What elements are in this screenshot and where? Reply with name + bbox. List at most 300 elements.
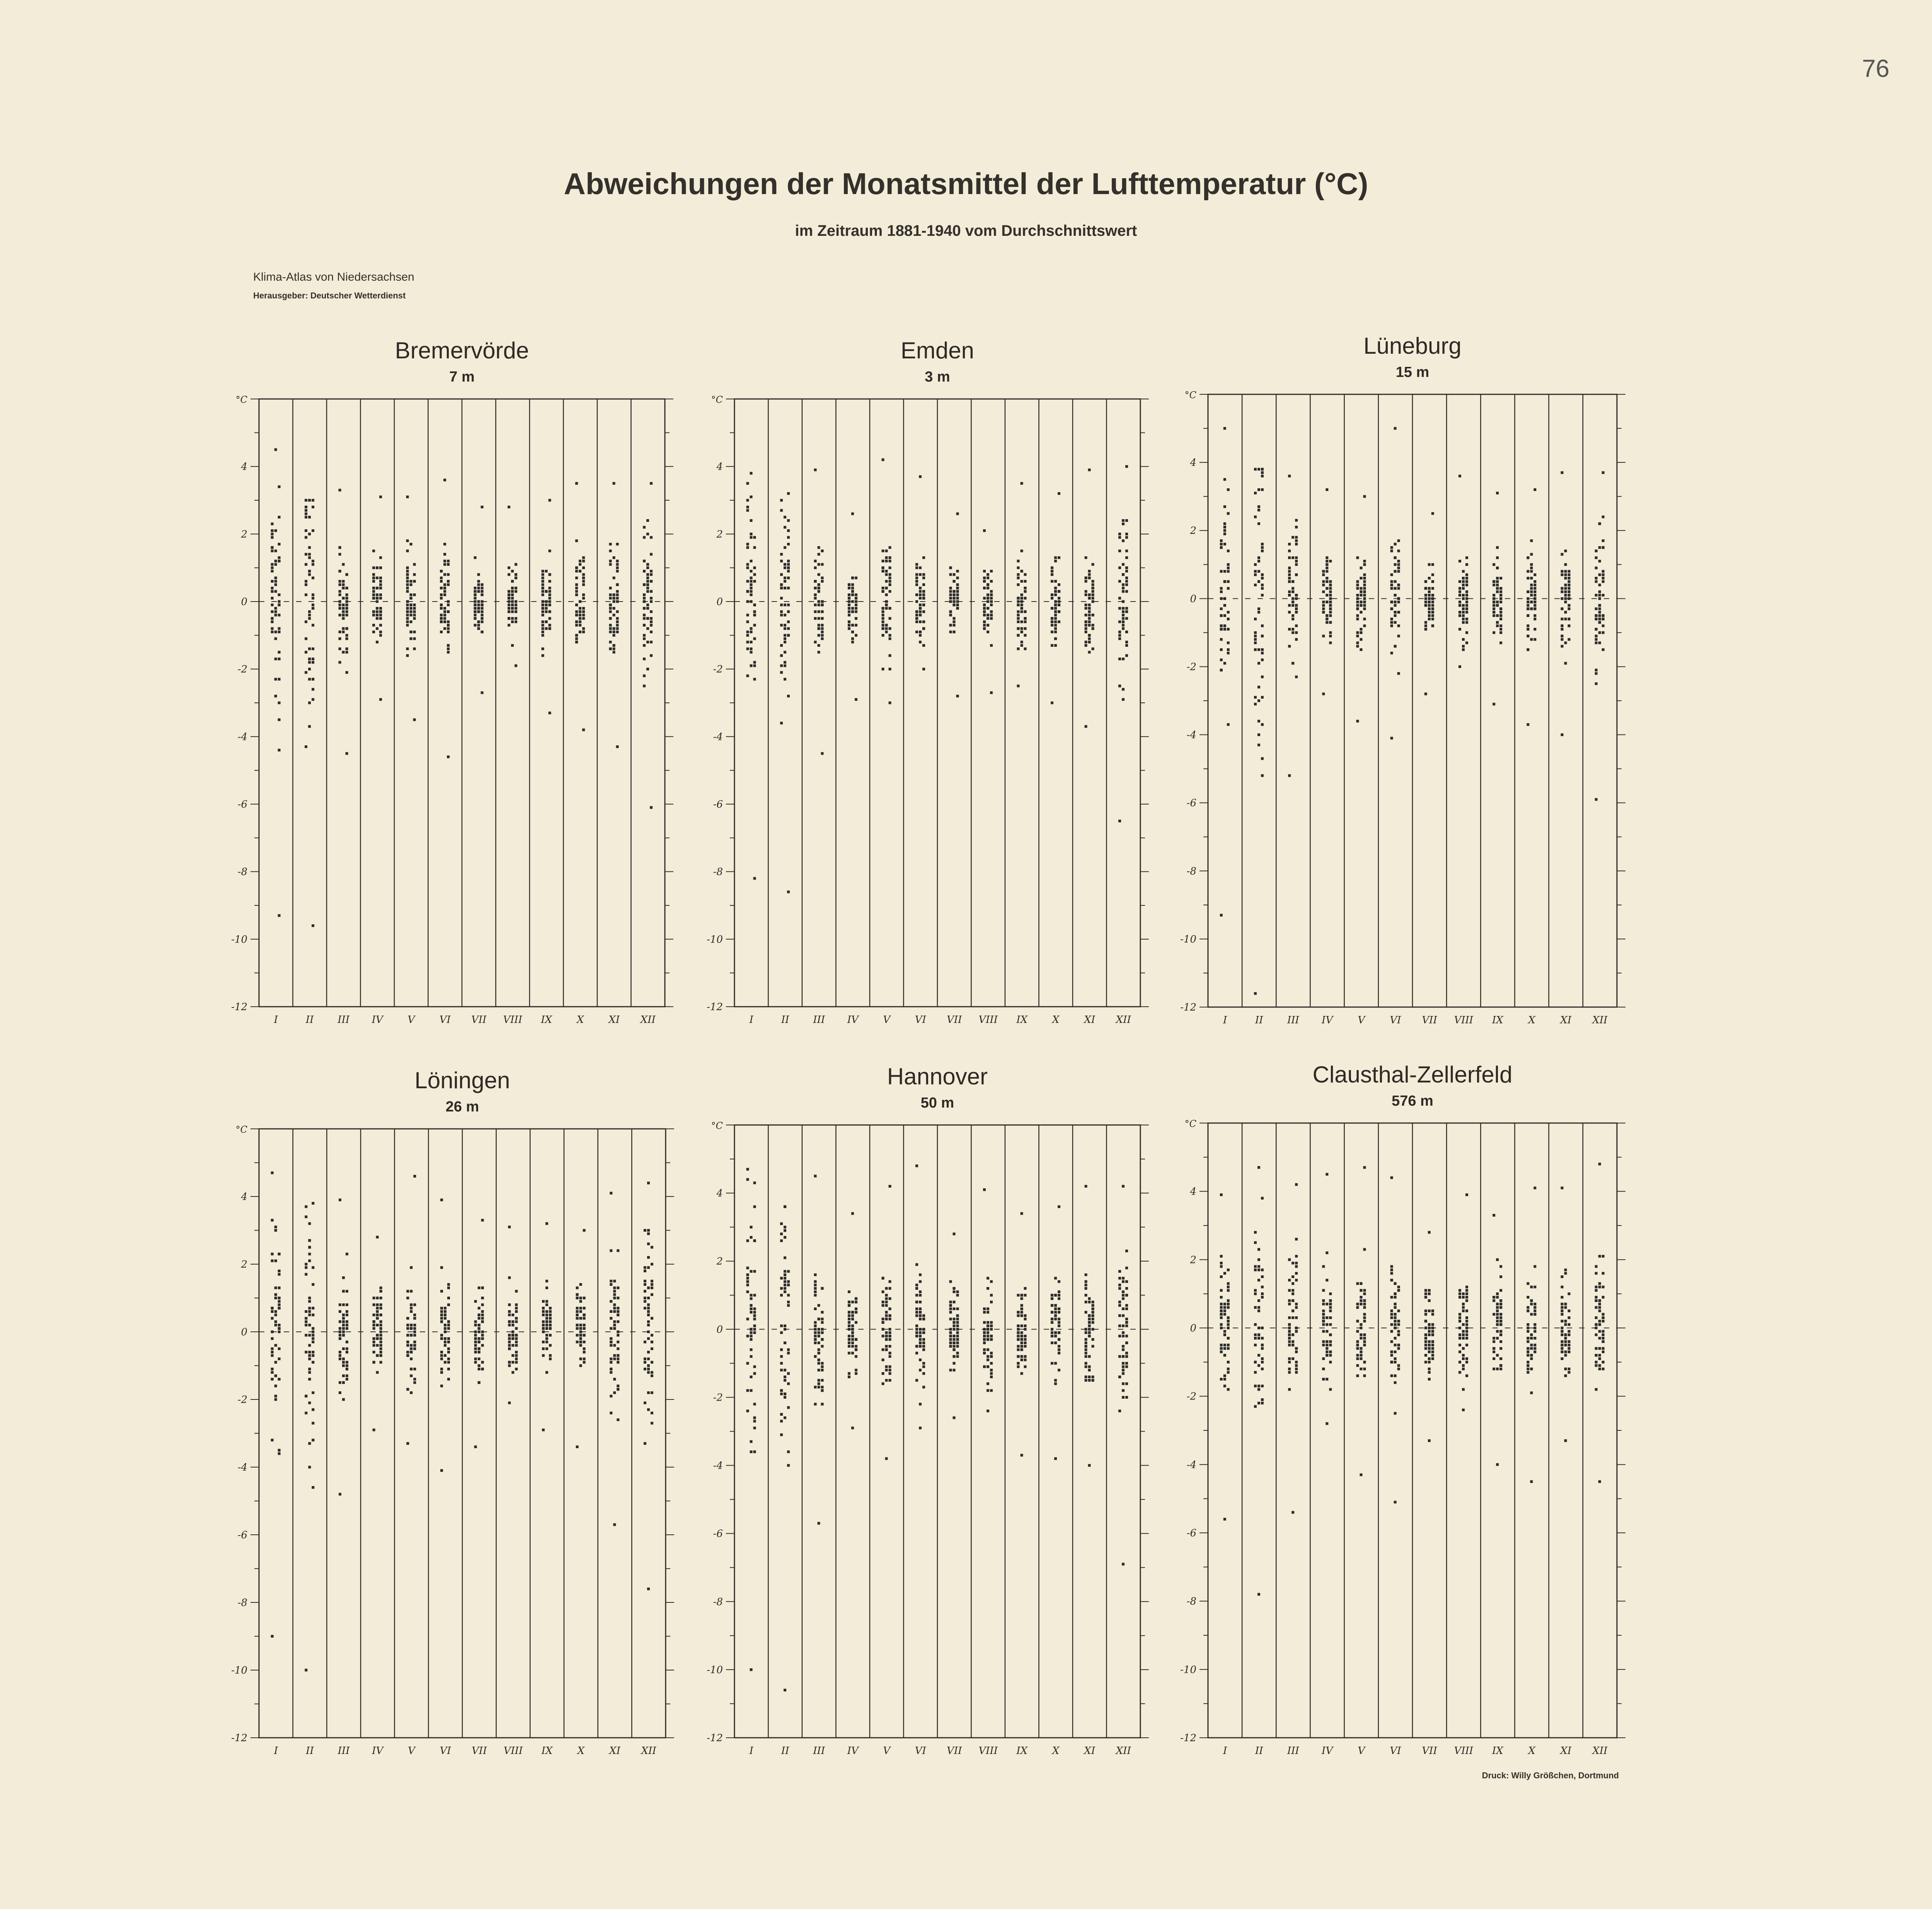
data-point xyxy=(753,614,756,616)
data-point xyxy=(1227,652,1230,655)
data-point xyxy=(780,597,783,600)
data-point xyxy=(440,614,443,616)
data-point xyxy=(821,1345,824,1348)
data-point xyxy=(1462,1309,1465,1312)
data-point xyxy=(848,610,850,613)
data-point xyxy=(956,1352,959,1354)
data-point xyxy=(915,600,918,603)
data-point xyxy=(1017,634,1020,637)
data-point xyxy=(346,1351,348,1353)
y-tick-label: 2 xyxy=(1190,525,1196,537)
data-point xyxy=(753,1294,756,1297)
data-point xyxy=(746,566,749,569)
data-point xyxy=(1360,638,1363,641)
data-point xyxy=(1291,1340,1294,1343)
data-point xyxy=(787,1304,790,1307)
data-point xyxy=(346,627,348,630)
data-point xyxy=(1088,1365,1091,1368)
data-point xyxy=(1092,563,1094,566)
data-point xyxy=(851,1341,854,1344)
data-point xyxy=(780,1287,783,1290)
data-point xyxy=(1530,570,1533,573)
data-point xyxy=(1561,1296,1564,1299)
data-point xyxy=(746,631,749,633)
data-point xyxy=(814,597,817,600)
data-point xyxy=(440,1469,443,1472)
data-point xyxy=(750,1389,753,1392)
data-point xyxy=(346,607,348,610)
data-point xyxy=(1122,1372,1124,1375)
y-tick-label: 4 xyxy=(241,461,247,473)
data-point xyxy=(1125,1307,1128,1310)
data-point xyxy=(1261,675,1264,678)
data-point xyxy=(784,641,786,643)
data-point xyxy=(1223,533,1226,535)
data-point xyxy=(617,1249,619,1252)
data-point xyxy=(983,1365,986,1368)
data-point xyxy=(410,593,412,596)
data-point xyxy=(1499,624,1502,627)
month-label: VIII xyxy=(503,1745,523,1757)
data-point xyxy=(511,1354,514,1357)
data-point xyxy=(953,620,956,623)
data-point xyxy=(1363,1361,1366,1364)
y-unit-label: °C xyxy=(1184,1118,1196,1129)
data-point xyxy=(515,1354,518,1357)
data-point xyxy=(953,1232,956,1235)
data-point xyxy=(889,1365,891,1368)
data-point xyxy=(575,620,578,623)
y-tick-label: -6 xyxy=(1186,1527,1196,1539)
data-point xyxy=(1088,593,1091,596)
data-point xyxy=(1499,587,1502,590)
data-point xyxy=(855,634,857,637)
data-point xyxy=(274,1398,277,1401)
data-point xyxy=(583,1358,586,1360)
month-dots-III xyxy=(339,1198,348,1495)
data-point xyxy=(1530,1357,1533,1360)
data-point xyxy=(447,1327,450,1330)
data-point xyxy=(983,587,986,590)
data-point xyxy=(889,1297,891,1300)
data-point xyxy=(346,1327,348,1330)
data-point xyxy=(582,728,585,731)
data-point xyxy=(814,641,817,643)
y-tick-label: -12 xyxy=(231,1732,247,1744)
data-point xyxy=(308,1300,311,1303)
data-point xyxy=(821,563,824,566)
data-point xyxy=(549,1334,552,1336)
data-point xyxy=(1118,1270,1121,1273)
data-point xyxy=(406,614,409,616)
data-point xyxy=(1288,475,1291,477)
station-elevation: 576 m xyxy=(1392,1093,1433,1109)
data-point xyxy=(915,1283,918,1286)
data-point xyxy=(848,1352,850,1354)
data-point xyxy=(1428,601,1431,603)
data-point xyxy=(515,620,517,623)
data-point xyxy=(919,634,922,637)
data-point xyxy=(1257,720,1260,723)
data-point xyxy=(1085,1348,1087,1351)
data-point xyxy=(1394,611,1397,614)
data-point xyxy=(990,644,993,647)
data-point xyxy=(889,1331,891,1334)
data-point xyxy=(746,546,749,549)
data-point xyxy=(274,1297,277,1299)
data-point xyxy=(780,671,783,674)
data-point xyxy=(1054,560,1057,562)
data-point xyxy=(308,1246,311,1249)
data-point xyxy=(342,1334,345,1336)
month-dots-X xyxy=(1051,1205,1060,1460)
data-point xyxy=(1595,641,1598,644)
data-point xyxy=(787,1348,790,1351)
data-point xyxy=(646,519,649,522)
data-point xyxy=(1017,1362,1020,1365)
data-point xyxy=(1598,1299,1601,1302)
data-point xyxy=(1058,590,1060,593)
data-point xyxy=(1465,1289,1468,1292)
data-point xyxy=(1496,614,1499,617)
data-point xyxy=(1533,1313,1536,1316)
data-point xyxy=(848,1376,850,1378)
data-point xyxy=(915,573,918,576)
data-point xyxy=(889,560,891,562)
data-point xyxy=(372,624,375,627)
data-point xyxy=(915,576,918,579)
data-point xyxy=(1122,1365,1124,1368)
data-point xyxy=(579,1300,582,1303)
data-point xyxy=(1360,1333,1363,1336)
data-point xyxy=(1125,631,1128,633)
station-elevation: 26 m xyxy=(445,1099,479,1115)
data-point xyxy=(1394,1361,1397,1364)
data-point xyxy=(784,546,786,549)
data-point xyxy=(410,1358,412,1360)
data-point xyxy=(1329,1316,1332,1319)
data-point xyxy=(515,1341,518,1343)
data-point xyxy=(949,573,952,576)
data-point xyxy=(406,576,409,579)
data-point xyxy=(746,1168,749,1171)
data-point xyxy=(821,617,824,620)
data-point xyxy=(616,563,619,566)
data-point xyxy=(508,1334,511,1336)
data-point xyxy=(1261,468,1264,470)
data-point xyxy=(481,1368,484,1370)
data-point xyxy=(1261,546,1264,549)
data-point xyxy=(582,580,585,583)
data-point xyxy=(953,1355,956,1358)
data-point xyxy=(542,576,544,579)
data-point xyxy=(983,570,986,573)
data-point xyxy=(1118,1314,1121,1317)
data-point xyxy=(889,590,891,593)
data-point xyxy=(271,1371,274,1374)
data-point xyxy=(579,610,581,613)
data-point xyxy=(271,631,274,633)
data-point xyxy=(953,1338,956,1341)
data-point xyxy=(1054,607,1057,610)
data-point xyxy=(1295,604,1298,607)
data-point xyxy=(646,587,649,590)
data-point xyxy=(1122,600,1124,603)
data-point xyxy=(1054,627,1057,630)
data-point xyxy=(1462,1364,1465,1367)
data-point xyxy=(1322,607,1325,610)
data-point xyxy=(1088,641,1091,643)
data-point xyxy=(1397,624,1400,627)
data-point xyxy=(1257,607,1260,610)
data-point xyxy=(1602,1337,1605,1340)
data-point xyxy=(647,1256,650,1259)
data-point xyxy=(549,580,551,583)
data-point xyxy=(1261,550,1264,552)
data-point xyxy=(784,1369,786,1372)
month-label: IV xyxy=(847,1745,859,1757)
data-point xyxy=(956,593,959,596)
data-point xyxy=(643,614,646,616)
data-point xyxy=(1602,1286,1605,1289)
data-point xyxy=(305,506,307,508)
data-point xyxy=(1595,1333,1598,1336)
data-point xyxy=(447,1324,450,1326)
data-point xyxy=(1122,1324,1124,1327)
data-point xyxy=(956,1355,959,1358)
data-point xyxy=(1530,1354,1533,1357)
data-point xyxy=(1356,1303,1359,1306)
data-point xyxy=(1424,1344,1427,1347)
data-point xyxy=(376,1354,379,1357)
data-point xyxy=(271,1307,274,1309)
data-point xyxy=(1058,1318,1060,1320)
data-point xyxy=(413,593,416,596)
data-point xyxy=(1227,648,1230,651)
data-point xyxy=(308,1378,311,1381)
data-point xyxy=(889,634,891,637)
data-point xyxy=(1499,618,1502,620)
data-point xyxy=(308,1239,311,1242)
data-point xyxy=(410,637,412,640)
data-point xyxy=(406,648,409,650)
data-point xyxy=(1458,587,1461,590)
y-tick-label: -8 xyxy=(1186,1595,1196,1607)
data-point xyxy=(647,1297,650,1299)
data-point xyxy=(1261,1385,1264,1387)
data-point xyxy=(915,1287,918,1290)
data-point xyxy=(1465,1292,1468,1295)
data-point xyxy=(1360,1347,1363,1350)
data-point xyxy=(814,617,817,620)
data-point xyxy=(855,1345,857,1348)
data-point xyxy=(1227,628,1230,631)
data-point xyxy=(851,1314,854,1317)
data-point xyxy=(1024,1294,1027,1297)
month-label: XI xyxy=(609,1745,620,1757)
data-point xyxy=(1295,543,1298,545)
data-point xyxy=(922,597,925,600)
data-point xyxy=(1595,1286,1598,1289)
data-point xyxy=(1125,644,1128,647)
data-point xyxy=(579,607,581,610)
data-point xyxy=(1329,1344,1332,1347)
data-point xyxy=(1397,1368,1400,1370)
data-point xyxy=(956,512,959,515)
data-point xyxy=(515,603,517,606)
data-point xyxy=(1054,637,1057,640)
data-point xyxy=(613,607,615,610)
data-point xyxy=(956,1335,959,1337)
data-point xyxy=(983,1338,986,1341)
data-point xyxy=(1017,1345,1020,1348)
data-point xyxy=(542,1347,545,1350)
data-point xyxy=(1397,539,1400,542)
data-point xyxy=(1291,590,1294,593)
month-dots-VIII xyxy=(1458,475,1468,668)
data-point xyxy=(983,1188,986,1191)
data-point xyxy=(613,614,615,616)
data-point xyxy=(889,1287,891,1290)
data-point xyxy=(1533,1350,1536,1353)
data-point xyxy=(885,560,888,562)
data-point xyxy=(814,1175,817,1178)
data-point xyxy=(508,1314,511,1316)
data-point xyxy=(1568,580,1571,583)
data-point xyxy=(1261,475,1264,477)
data-point xyxy=(308,1358,311,1360)
data-point xyxy=(339,1358,341,1360)
data-point xyxy=(478,1381,480,1384)
data-point xyxy=(1329,611,1332,614)
data-point xyxy=(949,614,952,616)
month-label: VII xyxy=(947,1745,962,1757)
data-point xyxy=(1257,1327,1260,1329)
data-point xyxy=(1595,618,1598,620)
data-point xyxy=(922,644,925,647)
data-point xyxy=(312,1334,314,1336)
data-point xyxy=(753,1450,756,1453)
data-point xyxy=(278,1324,281,1326)
data-point xyxy=(1325,560,1328,562)
data-point xyxy=(1261,652,1264,655)
data-point xyxy=(1458,1333,1461,1336)
data-point xyxy=(1533,594,1536,597)
data-point xyxy=(1465,577,1468,580)
data-point xyxy=(1561,570,1564,573)
data-point xyxy=(447,1368,450,1370)
data-point xyxy=(1261,587,1264,590)
data-point xyxy=(1092,648,1094,650)
data-point xyxy=(1295,1265,1298,1268)
data-point xyxy=(1431,604,1434,607)
data-point xyxy=(1058,1321,1060,1324)
data-point xyxy=(644,1280,646,1282)
data-point xyxy=(274,1320,277,1323)
data-point xyxy=(616,583,619,586)
data-point xyxy=(855,1372,857,1375)
data-point xyxy=(1054,1341,1057,1344)
data-point xyxy=(889,546,891,549)
data-point xyxy=(1085,725,1087,728)
data-point xyxy=(1125,556,1128,559)
data-point xyxy=(750,496,753,498)
data-point xyxy=(1561,471,1564,474)
data-point xyxy=(1125,1324,1128,1327)
data-point xyxy=(1051,1294,1053,1297)
data-point xyxy=(1122,1314,1124,1317)
data-point xyxy=(376,641,378,643)
data-point xyxy=(1051,580,1053,583)
data-point xyxy=(339,1198,341,1201)
data-point xyxy=(1017,627,1020,630)
data-point xyxy=(1499,1303,1502,1306)
data-point xyxy=(1322,1289,1325,1292)
data-point xyxy=(780,1294,783,1297)
data-point xyxy=(1492,604,1495,607)
data-point xyxy=(1561,1344,1564,1347)
data-point xyxy=(750,1348,753,1351)
data-point xyxy=(1595,669,1598,672)
data-point xyxy=(474,590,477,593)
data-point xyxy=(1220,1347,1223,1350)
data-point xyxy=(882,614,884,616)
data-point xyxy=(376,576,378,579)
data-point xyxy=(1223,1378,1226,1381)
data-point xyxy=(1356,1306,1359,1309)
data-point xyxy=(447,627,450,630)
data-point xyxy=(753,1324,756,1327)
data-point xyxy=(650,641,653,643)
data-point xyxy=(746,1273,749,1276)
data-point xyxy=(380,1307,382,1309)
data-point xyxy=(342,651,345,654)
data-point xyxy=(1125,1266,1128,1269)
data-point xyxy=(339,570,341,573)
data-point xyxy=(1092,1301,1094,1303)
data-point xyxy=(1564,1340,1567,1343)
data-point xyxy=(410,620,412,623)
data-point xyxy=(342,1327,345,1330)
month-dots-V xyxy=(406,496,416,721)
data-point xyxy=(1257,556,1260,559)
data-point xyxy=(579,631,581,633)
data-point xyxy=(617,1297,619,1299)
data-point xyxy=(1291,587,1294,590)
data-point xyxy=(305,1317,307,1320)
month-label: XI xyxy=(1560,1014,1572,1026)
data-point xyxy=(1462,1303,1465,1306)
data-point xyxy=(447,560,450,562)
data-point xyxy=(376,1236,379,1239)
data-point xyxy=(1257,1279,1260,1282)
data-point xyxy=(885,1331,888,1334)
data-point xyxy=(889,702,891,704)
data-point xyxy=(1322,1313,1325,1316)
data-point xyxy=(1465,1309,1468,1312)
data-point xyxy=(1291,618,1294,620)
data-point xyxy=(440,1320,443,1323)
data-point xyxy=(1602,1333,1605,1336)
data-point xyxy=(1595,1316,1598,1319)
month-label: VIII xyxy=(978,1745,998,1757)
data-point xyxy=(549,610,551,613)
data-point xyxy=(882,620,884,623)
data-point xyxy=(582,560,585,562)
data-point xyxy=(274,637,277,640)
data-point xyxy=(1496,1316,1499,1319)
data-point xyxy=(956,1338,959,1341)
